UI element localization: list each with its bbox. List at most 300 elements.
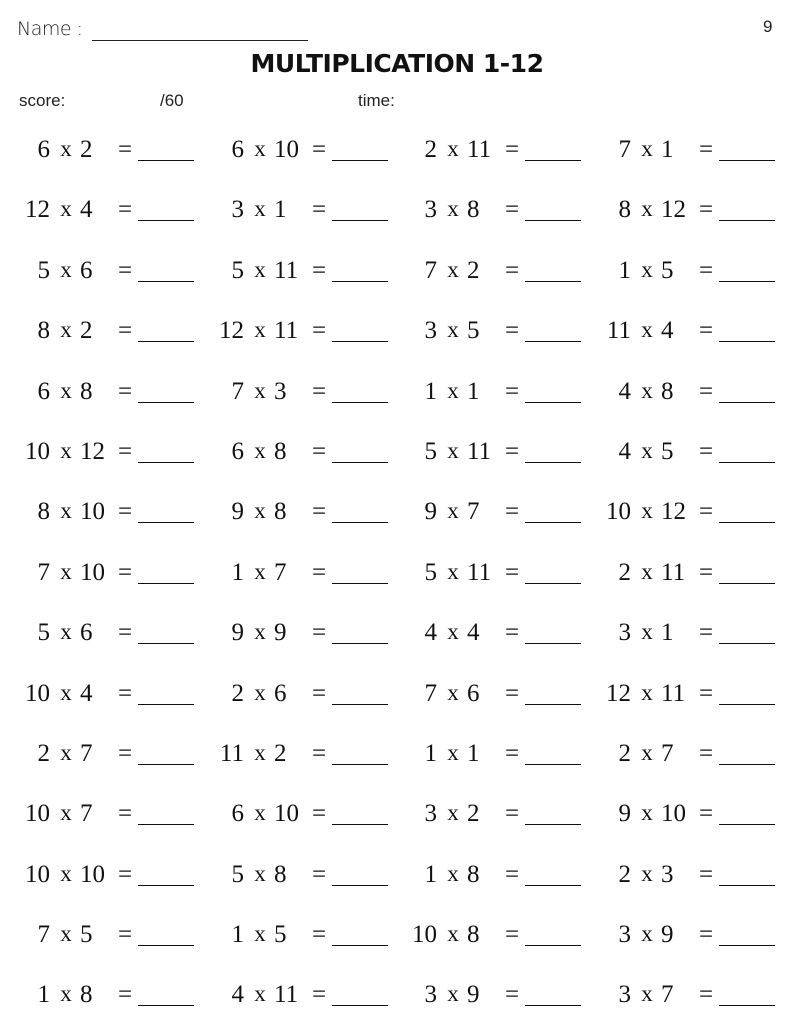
equals-sign: = [698,921,714,949]
factor-b: 9 [274,619,287,647]
factor-a: 11 [219,739,244,767]
factor-a: 1 [231,558,244,586]
equals-sign: = [698,196,714,224]
equals-sign: = [698,619,714,647]
equals-sign: = [698,558,714,586]
factor-a: 3 [424,800,437,828]
factor-a: 1 [424,860,437,888]
factor-b: 11 [467,136,492,163]
times-sign: x [254,800,266,826]
answer-blank[interactable] [719,402,775,403]
name-blank-line [92,40,308,41]
factor-a: 8 [37,498,50,526]
times-sign: x [60,196,72,222]
factor-b: 2 [467,800,480,828]
factor-b: 10 [80,498,105,526]
times-sign: x [254,739,266,765]
answer-blank[interactable] [138,704,194,705]
answer-blank[interactable] [138,885,194,886]
problem-grid [0,130,794,1036]
answer-blank[interactable] [719,945,775,946]
equals-sign: = [311,558,327,586]
problem-row [0,372,794,432]
answer-blank[interactable] [719,462,775,463]
problem-row [0,734,794,794]
times-sign: x [60,558,72,584]
times-sign: x [641,800,653,826]
answer-blank[interactable] [332,945,388,946]
factor-b: 7 [80,800,93,828]
problem-row [0,553,794,613]
problem-row [0,492,794,552]
answer-blank[interactable] [332,341,388,342]
score-total: /60 [160,91,184,110]
equals-sign: = [698,739,714,767]
times-sign: x [447,860,459,886]
factor-b: 1 [467,377,480,405]
equals-sign: = [117,377,133,405]
answer-blank[interactable] [332,1005,388,1006]
factor-b: 4 [80,196,93,224]
factor-a: 10 [25,679,50,707]
times-sign: x [641,860,653,886]
equals-sign: = [117,256,133,284]
answer-blank[interactable] [138,160,194,161]
answer-blank[interactable] [525,1005,581,1006]
equals-sign: = [117,921,133,949]
times-sign: x [447,256,459,282]
answer-blank[interactable] [332,522,388,523]
equals-sign: = [117,196,133,224]
factor-b: 7 [661,739,674,767]
factor-b: 10 [80,558,105,586]
factor-a: 2 [618,860,631,888]
factor-b: 11 [274,981,299,1009]
equals-sign: = [504,619,520,647]
answer-blank[interactable] [332,643,388,644]
factor-a: 3 [231,196,244,224]
problem-row [0,613,794,673]
equals-sign: = [311,136,327,163]
equals-sign: = [311,437,327,465]
answer-blank[interactable] [138,1005,194,1006]
times-sign: x [60,921,72,947]
factor-a: 1 [424,377,437,405]
answer-blank[interactable] [332,764,388,765]
factor-b: 8 [467,196,480,224]
answer-blank[interactable] [525,522,581,523]
times-sign: x [641,619,653,645]
factor-b: 8 [274,437,287,465]
equals-sign: = [311,739,327,767]
equals-sign: = [698,860,714,888]
factor-b: 3 [274,377,287,405]
equals-sign: = [504,437,520,465]
equals-sign: = [311,256,327,284]
answer-blank[interactable] [719,885,775,886]
equals-sign: = [117,679,133,707]
equals-sign: = [698,136,714,163]
page-title: MULTIPLICATION 1-12 [250,49,544,78]
factor-b: 1 [467,739,480,767]
factor-a: 5 [37,256,50,284]
times-sign: x [447,498,459,524]
factor-b: 2 [80,136,93,163]
problem-row [0,674,794,734]
equals-sign: = [117,498,133,526]
answer-blank[interactable] [719,281,775,282]
equals-sign: = [698,800,714,828]
factor-a: 7 [37,921,50,949]
factor-b: 5 [661,437,674,465]
factor-b: 10 [274,800,299,828]
equals-sign: = [117,739,133,767]
answer-blank[interactable] [719,220,775,221]
answer-blank[interactable] [332,824,388,825]
factor-b: 5 [661,256,674,284]
factor-a: 3 [424,317,437,345]
answer-blank[interactable] [525,764,581,765]
answer-blank[interactable] [332,281,388,282]
factor-a: 3 [424,196,437,224]
equals-sign: = [311,921,327,949]
equals-sign: = [504,317,520,345]
factor-a: 6 [231,800,244,828]
factor-a: 3 [424,981,437,1009]
factor-b: 10 [661,800,686,828]
score-label: score: [19,91,66,110]
answer-blank[interactable] [138,281,194,282]
times-sign: x [254,921,266,947]
factor-a: 1 [37,981,50,1009]
factor-b: 1 [274,196,287,224]
times-sign: x [254,619,266,645]
factor-b: 8 [80,981,93,1009]
problem-row [0,794,794,854]
factor-a: 2 [618,558,631,586]
answer-blank[interactable] [332,402,388,403]
times-sign: x [447,437,459,463]
answer-blank[interactable] [525,824,581,825]
problem-row [0,190,794,250]
equals-sign: = [504,860,520,888]
answer-blank[interactable] [719,824,775,825]
answer-blank[interactable] [719,522,775,523]
factor-a: 5 [37,619,50,647]
times-sign: x [447,800,459,826]
factor-a: 12 [219,317,244,345]
answer-blank[interactable] [525,462,581,463]
answer-blank[interactable] [525,281,581,282]
times-sign: x [447,739,459,765]
factor-a: 4 [231,981,244,1009]
problem-row [0,432,794,492]
factor-b: 3 [661,860,674,888]
factor-a: 6 [231,136,244,163]
answer-blank[interactable] [719,1005,775,1006]
equals-sign: = [698,377,714,405]
answer-blank[interactable] [719,160,775,161]
equals-sign: = [117,800,133,828]
times-sign: x [254,679,266,705]
answer-blank[interactable] [719,643,775,644]
times-sign: x [641,437,653,463]
equals-sign: = [311,317,327,345]
equals-sign: = [698,256,714,284]
times-sign: x [60,860,72,886]
equals-sign: = [311,377,327,405]
equals-sign: = [504,679,520,707]
factor-a: 3 [618,921,631,949]
factor-b: 5 [274,921,287,949]
factor-a: 3 [618,981,631,1009]
problem-row [0,311,794,371]
factor-b: 9 [467,981,480,1009]
answer-blank[interactable] [525,704,581,705]
equals-sign: = [504,196,520,224]
answer-blank[interactable] [332,160,388,161]
equals-sign: = [117,558,133,586]
times-sign: x [254,256,266,282]
answer-blank[interactable] [332,885,388,886]
factor-a: 10 [25,860,50,888]
times-sign: x [447,558,459,584]
times-sign: x [447,921,459,947]
factor-b: 6 [80,256,93,284]
factor-b: 8 [661,377,674,405]
factor-b: 12 [661,498,686,526]
factor-a: 9 [618,800,631,828]
times-sign: x [447,377,459,403]
times-sign: x [60,619,72,645]
answer-blank[interactable] [525,341,581,342]
answer-blank[interactable] [138,522,194,523]
factor-a: 9 [231,498,244,526]
factor-b: 10 [274,136,299,163]
factor-a: 6 [37,136,50,163]
factor-b: 8 [274,498,287,526]
factor-b: 10 [80,860,105,888]
factor-b: 5 [467,317,480,345]
factor-a: 1 [231,921,244,949]
factor-a: 8 [37,317,50,345]
answer-blank[interactable] [138,402,194,403]
times-sign: x [641,739,653,765]
answer-blank[interactable] [138,643,194,644]
times-sign: x [60,739,72,765]
factor-a: 5 [424,558,437,586]
factor-a: 10 [606,498,631,526]
factor-b: 8 [467,860,480,888]
factor-b: 8 [80,377,93,405]
equals-sign: = [504,498,520,526]
times-sign: x [641,498,653,524]
answer-blank[interactable] [138,945,194,946]
times-sign: x [60,317,72,343]
times-sign: x [254,558,266,584]
answer-blank[interactable] [719,583,775,584]
factor-a: 4 [424,619,437,647]
answer-blank[interactable] [138,462,194,463]
time-label: time: [358,91,395,110]
answer-blank[interactable] [525,220,581,221]
times-sign: x [641,196,653,222]
equals-sign: = [698,317,714,345]
answer-blank[interactable] [332,704,388,705]
equals-sign: = [504,136,520,163]
factor-a: 2 [424,136,437,163]
times-sign: x [641,921,653,947]
equals-sign: = [311,800,327,828]
problem-row [0,855,794,915]
equals-sign: = [311,196,327,224]
equals-sign: = [504,377,520,405]
answer-blank[interactable] [719,704,775,705]
equals-sign: = [311,498,327,526]
factor-b: 2 [274,739,287,767]
problem-row [0,975,794,1035]
factor-a: 9 [231,619,244,647]
equals-sign: = [504,739,520,767]
answer-blank[interactable] [719,764,775,765]
factor-b: 12 [80,437,105,465]
factor-b: 11 [661,558,686,586]
equals-sign: = [698,981,714,1009]
times-sign: x [254,196,266,222]
answer-blank[interactable] [525,402,581,403]
answer-blank[interactable] [525,885,581,886]
equals-sign: = [117,136,133,163]
factor-a: 7 [424,679,437,707]
times-sign: x [254,377,266,403]
name-label: Name : [17,18,83,40]
times-sign: x [60,679,72,705]
answer-blank[interactable] [138,583,194,584]
equals-sign: = [117,317,133,345]
times-sign: x [447,679,459,705]
factor-b: 6 [274,679,287,707]
factor-a: 9 [424,498,437,526]
answer-blank[interactable] [138,341,194,342]
factor-b: 8 [274,860,287,888]
answer-blank[interactable] [138,220,194,221]
factor-b: 9 [661,921,674,949]
equals-sign: = [117,619,133,647]
answer-blank[interactable] [719,341,775,342]
answer-blank[interactable] [525,643,581,644]
factor-a: 1 [618,256,631,284]
times-sign: x [60,498,72,524]
times-sign: x [60,437,72,463]
answer-blank[interactable] [138,824,194,825]
equals-sign: = [117,860,133,888]
times-sign: x [641,558,653,584]
times-sign: x [447,981,459,1007]
answer-blank[interactable] [525,583,581,584]
factor-a: 2 [231,679,244,707]
equals-sign: = [504,921,520,949]
factor-b: 11 [467,558,492,586]
factor-a: 4 [618,437,631,465]
times-sign: x [254,136,266,161]
times-sign: x [447,619,459,645]
times-sign: x [447,136,459,161]
times-sign: x [447,196,459,222]
equals-sign: = [504,256,520,284]
equals-sign: = [698,498,714,526]
factor-a: 1 [424,739,437,767]
factor-b: 6 [80,619,93,647]
equals-sign: = [504,981,520,1009]
factor-b: 4 [80,679,93,707]
factor-b: 1 [661,136,674,163]
times-sign: x [60,136,72,161]
factor-b: 12 [661,196,686,224]
factor-a: 12 [606,679,631,707]
factor-a: 3 [618,619,631,647]
factor-b: 8 [467,921,480,949]
page-number: 9 [763,17,773,36]
factor-a: 6 [231,437,244,465]
factor-a: 10 [412,921,437,949]
equals-sign: = [311,619,327,647]
answer-blank[interactable] [332,220,388,221]
factor-b: 7 [80,739,93,767]
problem-row [0,915,794,975]
factor-b: 7 [274,558,287,586]
factor-b: 11 [467,437,492,465]
factor-b: 5 [80,921,93,949]
factor-a: 7 [424,256,437,284]
factor-a: 2 [37,739,50,767]
times-sign: x [60,256,72,282]
equals-sign: = [504,800,520,828]
factor-a: 5 [424,437,437,465]
factor-b: 2 [467,256,480,284]
factor-b: 2 [80,317,93,345]
times-sign: x [254,860,266,886]
times-sign: x [254,317,266,343]
times-sign: x [60,800,72,826]
times-sign: x [254,437,266,463]
times-sign: x [254,981,266,1007]
factor-a: 2 [618,739,631,767]
factor-b: 6 [467,679,480,707]
factor-a: 6 [37,377,50,405]
factor-b: 1 [661,619,674,647]
answer-blank[interactable] [332,583,388,584]
equals-sign: = [117,981,133,1009]
equals-sign: = [504,558,520,586]
factor-b: 7 [661,981,674,1009]
answer-blank[interactable] [138,764,194,765]
answer-blank[interactable] [332,462,388,463]
answer-blank[interactable] [525,945,581,946]
factor-a: 7 [231,377,244,405]
times-sign: x [641,377,653,403]
times-sign: x [641,679,653,705]
factor-b: 11 [661,679,686,707]
times-sign: x [60,981,72,1007]
equals-sign: = [117,437,133,465]
equals-sign: = [311,860,327,888]
factor-a: 10 [25,437,50,465]
times-sign: x [254,498,266,524]
times-sign: x [641,136,653,161]
factor-b: 7 [467,498,480,526]
equals-sign: = [698,437,714,465]
answer-blank[interactable] [525,160,581,161]
